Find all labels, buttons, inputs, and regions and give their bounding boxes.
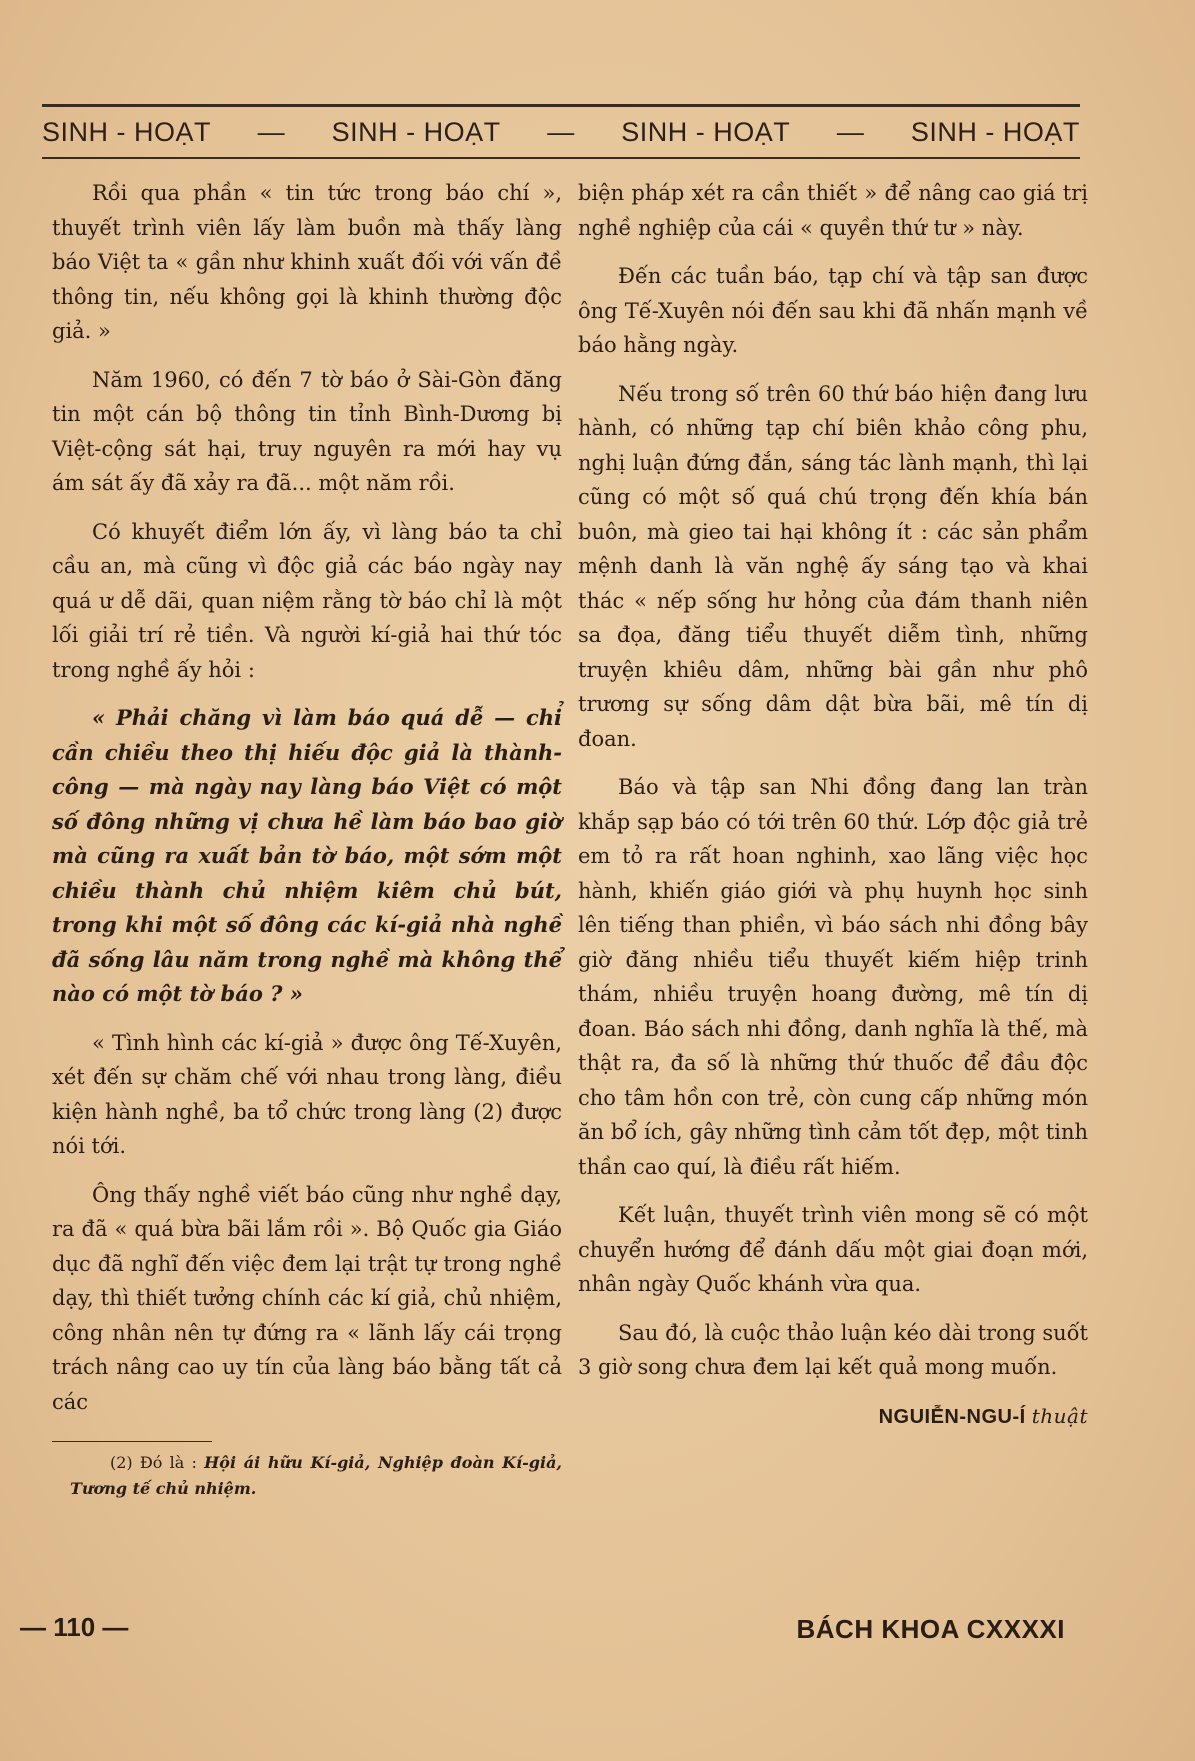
header-item: SINH - HOẠT <box>621 116 791 147</box>
footnote-divider <box>52 1441 212 1442</box>
author-name: NGUIỄN-NGU-Í <box>878 1405 1026 1428</box>
paragraph: Kết luận, thuyết trình viên mong sẽ có một chuyển hướng để đánh dấu một giai đoạn mới, nhân ngày Quốc khánh vừa qua. <box>578 1203 1088 1296</box>
header-dash: — <box>836 116 865 147</box>
footnote-label: (2) Đó là : <box>110 1453 197 1472</box>
header-dash: — <box>257 116 286 147</box>
paragraph: biện pháp xét ra cần thiết » để nâng cao giá trị nghề nghiệp của cái « quyền thứ tư » này. <box>578 181 1088 240</box>
paragraph: Ông thấy nghề viết báo cũng như nghề dạy, ra đã « quá bừa bãi lắm rồi ». Bộ Quốc gia Giáo dục đã nghĩ đến việc đem lại trật tự trong nghề dạy, thì thiết tưởng chính các kí giả, chủ nhiệm, công nhân nên tự đứng ra « lãnh lấy cái trọng trách nâng cao uy tín của làng báo bằng tất cả các <box>52 1182 562 1414</box>
paragraph: Sau đó, là cuộc thảo luận kéo dài trong suốt 3 giờ song chưa đem lại kết quả mong muốn. <box>578 1320 1088 1379</box>
footnote <box>52 1450 562 1502</box>
paragraph: Năm 1960, có đến 7 tờ báo ở Sài-Gòn đăng tin một cán bộ thông tin tỉnh Bình-Dương bị Việt-cộng sát hại, truy nguyên ra mới hay vụ ám sát ấy đã xảy ra đã... một năm rồi. <box>52 367 562 495</box>
journal-title: BÁCH KHOA CXXXXI <box>796 1614 1065 1644</box>
header-item: SINH - HOẠT <box>42 116 212 147</box>
running-header <box>42 104 1080 159</box>
paragraph: Có khuyết điểm lớn ấy, vì làng báo ta chỉ cầu an, mà cũng vì độc giả các báo ngày nay quá ư dễ dãi, quan niệm rằng tờ báo chỉ là một lối giải trí rẻ tiền. Và người kí-giả hai thứ tóc trong nghề ấy hỏi : <box>52 519 562 682</box>
right-column <box>578 176 1088 1434</box>
quotation: « Phải chăng vì làm báo quá dễ — chỉ cần chiều theo thị hiếu độc giả là thành-công — mà ngày nay làng báo Việt có một số đông những vị chưa hề làm báo bao giờ mà cũng ra xuất bản tờ báo, một sớm một chiều thành chủ nhiệm kiêm chủ bút, trong khi một số đông các kí-giả nhà nghề đã sống lâu năm trong nghề mà không thể nào có một tờ báo ? » <box>52 705 562 1006</box>
paragraph: « Tình hình các kí-giả » được ông Tế-Xuyên, xét đến sự chăm chế với nhau trong làng, điều kiện hành nghề, ba tổ chức trong làng (2) được nói tới. <box>52 1030 562 1158</box>
left-column <box>52 176 562 1516</box>
paragraph: Đến các tuần báo, tạp chí và tập san được ông Tế-Xuyên nói đến sau khi đã nhấn mạnh về báo hằng ngày. <box>578 264 1088 357</box>
page-number: — 110 — <box>20 1612 129 1642</box>
paragraph: Rồi qua phần « tin tức trong báo chí », thuyết trình viên lấy làm buồn mà thấy làng báo Việt ta « gần như khinh xuất đối với vấn đề thông tin, nếu không gọi là khinh thường độc giả. » <box>52 181 562 343</box>
header-item: SINH - HOẠT <box>910 116 1080 147</box>
paragraph: Báo và tập san Nhi đồng đang lan tràn khắp sạp báo có tới trên 60 thứ. Lớp độc giả trẻ em tỏ ra rất hoan nghinh, xao lãng việc học hành, khiến giáo giới và phụ huynh học sinh lên tiếng than phiền, vì báo sách nhi đồng bây giờ đăng nhiều tiểu thuyết kiếm hiệp trinh thám, nhiều truyện hoang đường, mê tín dị đoan. Báo sách nhi đồng, danh nghĩa là thế, mà thật ra, đa số là những thứ thuốc để đầu độc cho tâm hồn con trẻ, còn cung cấp những món ăn bổ ích, gây những tình cảm tốt đẹp, một tinh thần cao quí, là điều rất hiếm. <box>578 775 1088 1179</box>
author-role: thuật <box>1031 1403 1088 1428</box>
header-item: SINH - HOẠT <box>331 116 501 147</box>
header-dash: — <box>547 116 575 147</box>
author-signature <box>578 1399 1088 1435</box>
footnote-text: Hội ái hữu Kí-giả, Nghiệp đoàn Kí-giả, Tương tế chủ nhiệm. <box>70 1453 563 1498</box>
paragraph: Nếu trong số trên 60 thứ báo hiện đang lưu hành, có những tạp chí biên khảo công phu, nghị luận đứng đắn, sáng tác lành mạnh, thì lại cũng có một số quá chú trọng đến khía bán buôn, mà gieo tai hại không ít : các sản phẩm mệnh danh là văn nghệ ấy sáng tạo và khai thác « nếp sống hư hỏng của đám thanh niên sa đọa, đăng tiểu thuyết diễm tình, những truyện khiêu dâm, những bài gần như phô trương sự sống dâm dật bừa bãi, mê tín dị đoan. <box>578 381 1088 751</box>
